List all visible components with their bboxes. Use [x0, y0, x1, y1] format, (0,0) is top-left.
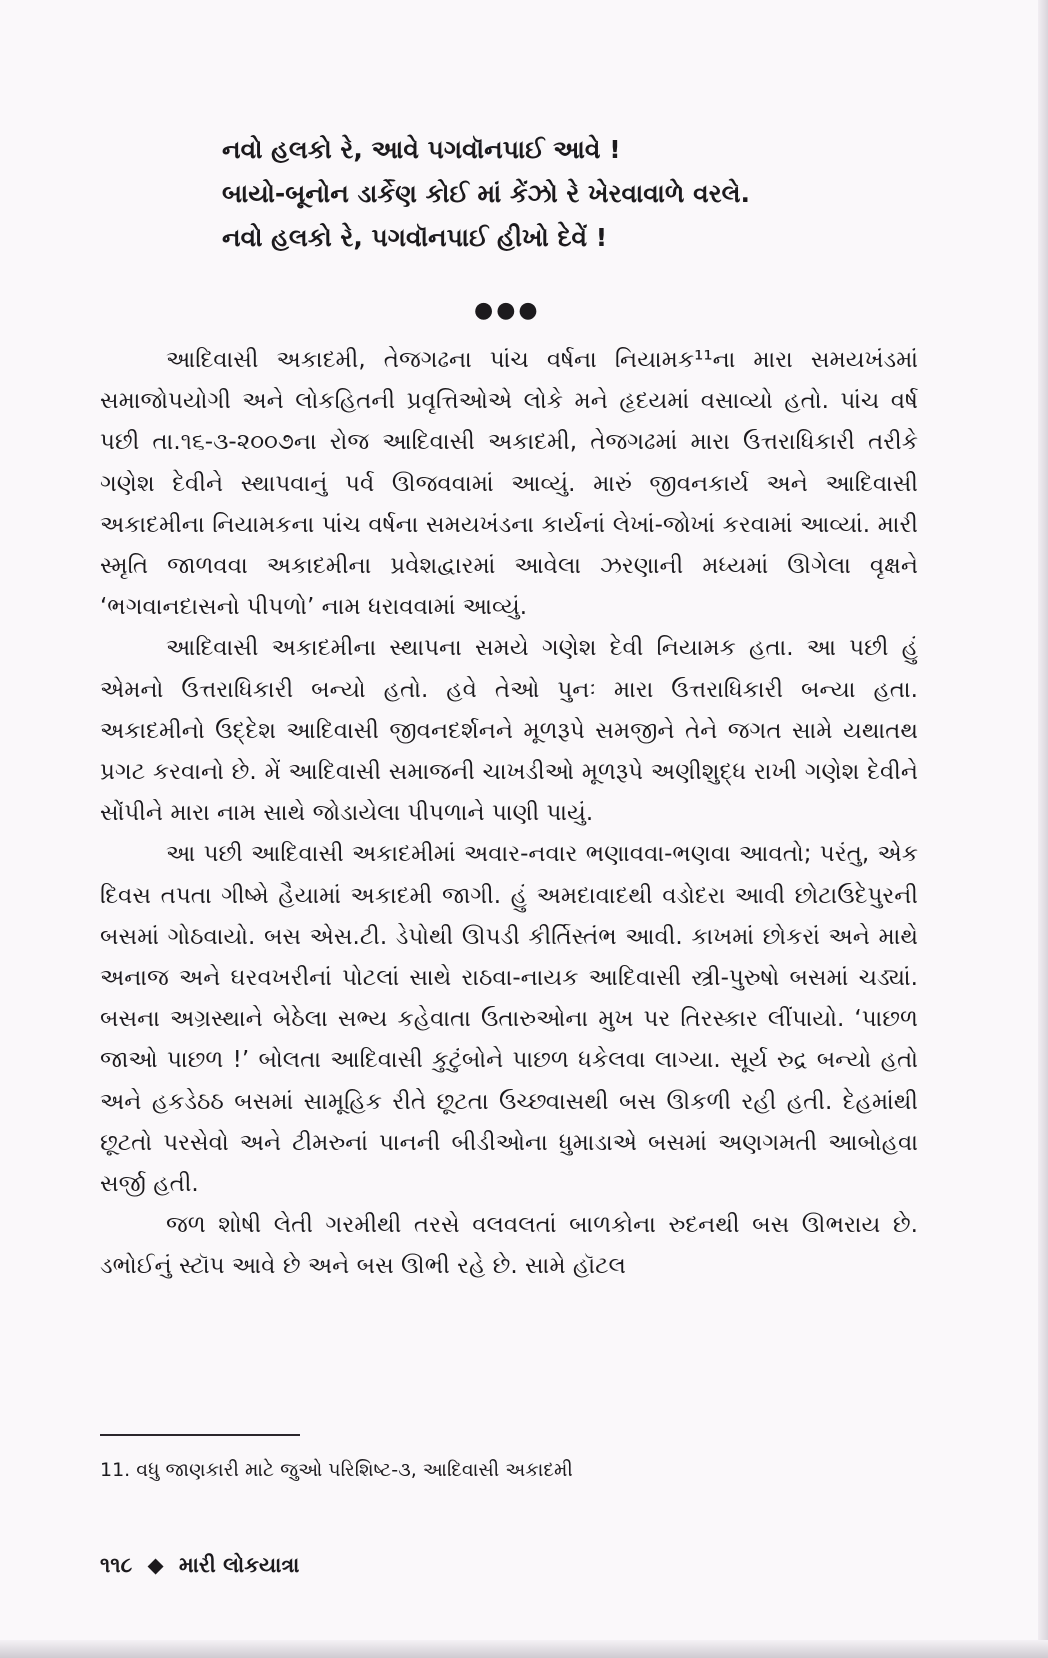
footnote-rule: [100, 1434, 300, 1436]
page-bottom-edge: [0, 1640, 1048, 1658]
paragraph: આદિવાસી અકાદમીના સ્થાપના સમયે ગણેશ દેવી નિયામક હતા. આ પછી હું એમનો ઉત્તરાધિકારી બન્યો હતો. હવે તેઓ પુનઃ મારા ઉત્તરાધિકારી બન્યા હતા. અકાદમીનો ઉદ્દેશ આદિવાસી જીવનદર્શનને મૂળરૂપે સમજીને તેને જગત સામે યથાતથ પ્રગટ કરવાનો છે. મેં આદિવાસી સમાજની ચાખડીઓ મૂળરૂપે અણીશુદ્ધ રાખી ગણેશ દેવીને સોંપીને મારા નામ સાથે જોડાયેલા પીપળાને પાણી પાયું.: [100, 635, 918, 827]
poem-line: બાયો-બૂનોન ડાર્કેણ કોઈ માં કેંઝો રે ખેરવાવાળે વરલે.: [222, 179, 751, 208]
paragraph: આદિવાસી અકાદમી, તેજગઢના પાંચ વર્ષના નિયામક¹¹ના મારા સમયખંડમાં સમાજોપયોગી અને લોકહિતની પ્રવૃત્તિઓએ લોકે મને હૃદયમાં વસાવ્યો હતો. પાંચ વર્ષ પછી તા.૧૬-૩-૨૦૦૭ના રોજ આદિવાસી અકાદમી, તેજગઢમાં મારા ઉત્તરાધિકારી તરીકે ગણેશ દેવીને સ્થાપવાનું પર્વ ઊજવવામાં આવ્યું. મારું જીવનકાર્ય અને આદિવાસી અકાદમીના નિયામકના પાંચ વર્ષના સમયખંડના કાર્યનાં લેખાં-જોખાં કરવામાં આવ્યાં. મારી સ્મૃતિ જાળવવા અકાદમીના પ્રવેશદ્વારમાં આવેલા ઝરણાની મધ્યમાં ઊગેલા વૃક્ષને ‘ભગવાનદાસનો પીપળો’ નામ ધરાવવામાં આવ્યું.: [100, 347, 918, 621]
paragraph: આ પછી આદિવાસી અકાદમીમાં અવાર-નવાર ભણાવવા-ભણવા આવતો; પરંતુ, એક દિવસ તપતા ગીષ્મે હૈયામાં અકાદમી જાગી. હું અમદાવાદથી વડોદરા આવી છોટાઉદેપુરની બસમાં ગોઠવાયો. બસ એસ.ટી. ડેપોથી ઊપડી કીર્તિસ્તંભ આવી. કાખમાં છોકરાં અને માથે અનાજ અને ઘરવખરીનાં પોટલાં સાથે રાઠવા-નાયક આદિવાસી સ્ત્રી-પુરુષો બસમાં ચડ્યાં. બસના અગ્રસ્થાને બેઠેલા સભ્ય કહેવાતા ઉતારુઓના મુખ પર તિરસ્કાર લીંપાયો. ‘પાછળ જાઓ પાછળ !’ બોલતા આદિવાસી કુટુંબોને પાછળ ધકેલવા લાગ્યા. સૂર્ય રુદ્ર બન્યો હતો અને હકડેઠઠ બસમાં સામૂહિક રીતે છૂટતા ઉચ્છ્વાસથી બસ ઊકળી રહી હતી. દેહમાંથી છૂટતો પરસેવો અને ટીમરુનાં પાનની બીડીઓના ધુમાડાએ બસમાં અણગમતી આબોહવા સર્જી હતી.: [100, 841, 918, 1198]
page-number: ૧૧૮: [100, 1553, 133, 1577]
footnote: 11. વધુ જાણકારી માટે જુઓ પરિશિષ્ટ-૩, આદિવાસી અકાદમી: [100, 1459, 573, 1481]
paragraph: જળ શોષી લેતી ગરમીથી તરસે વલવલતાં બાળકોના રુદનથી બસ ઊભરાય છે. ડભોઈનું સ્ટૉપ આવે છે અને બસ ઊભી રહે છે. સામે હૉટલ: [100, 1212, 918, 1280]
page-footer: [100, 1553, 299, 1577]
poem-block: [222, 128, 942, 260]
poem-line: નવો હલકો રે, પગવૉનપાઈ હીખો દેવેં !: [222, 223, 608, 252]
poem-line: નવો હલકો રે, આવે પગવૉનપાઈ આવે !: [222, 135, 621, 164]
section-separator: ●●●: [474, 298, 541, 323]
diamond-icon: ◆: [147, 1553, 164, 1577]
page-edge: [1038, 0, 1048, 1658]
body-text: [100, 340, 918, 1288]
book-title: મારી લોકયાત્રા: [178, 1553, 300, 1577]
